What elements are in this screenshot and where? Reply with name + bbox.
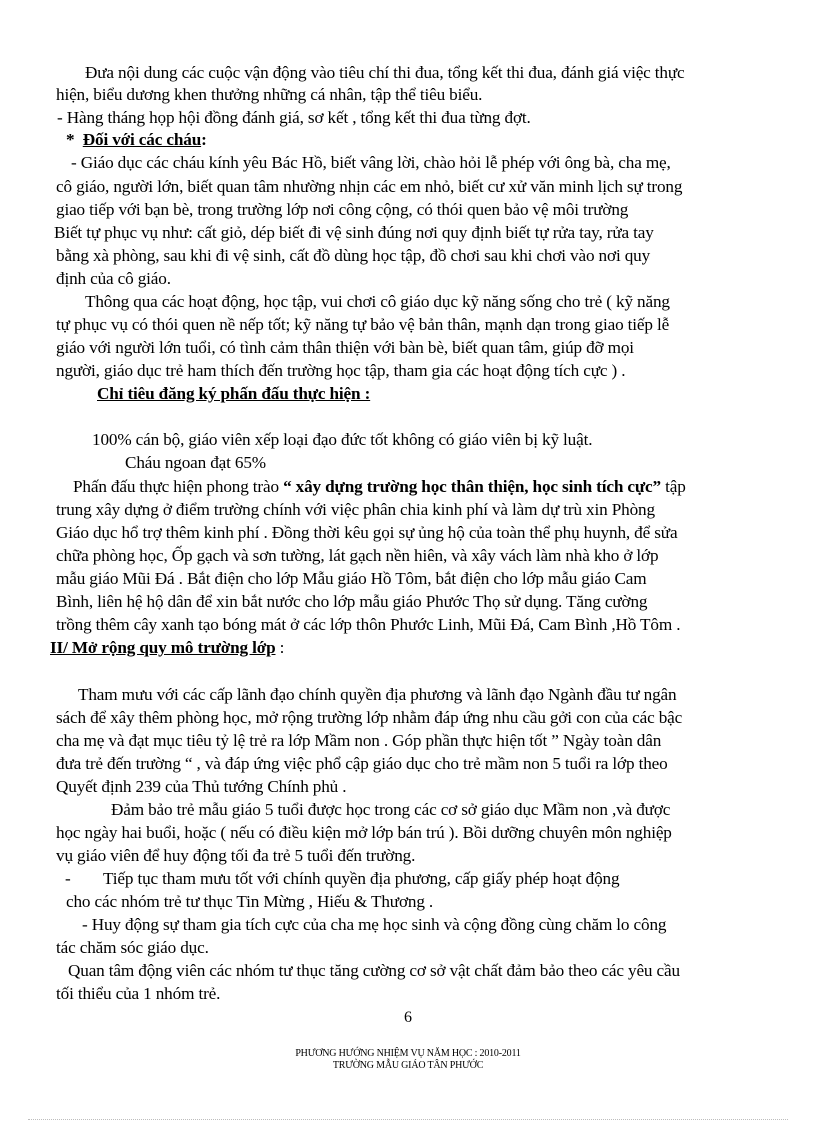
paragraph-line: vụ giáo viên để huy động tối đa trẻ 5 tuổi đến trường. xyxy=(56,846,416,865)
section-heading-expansion xyxy=(50,637,284,659)
paragraph-line: Giáo dục hổ trợ thêm kinh phí . Đồng thời kêu gọi sự ủng hộ của toàn thể phụ huynh, để sửa xyxy=(56,523,678,542)
paragraph-line: hiện, biểu dương khen thưởng những cá nhân, tập thể tiêu biểu. xyxy=(56,85,483,104)
text-run: tập xyxy=(665,477,686,496)
paragraph-line: Quyết định 239 của Thủ tướng Chính phủ . xyxy=(56,777,347,796)
paragraph-line: 100% cán bộ, giáo viên xếp loại đạo đức tốt không có giáo viên bị kỹ luật. xyxy=(92,430,593,449)
text-run: Phấn đấu thực hiện phong trào xyxy=(73,477,279,496)
paragraph-line: tối thiểu của 1 nhóm trẻ. xyxy=(56,984,221,1003)
paragraph-line: - Hàng tháng họp hội đồng đánh giá, sơ kết , tổng kết thi đua từng đợt. xyxy=(57,108,531,127)
paragraph-line: Biết tự phục vụ như: cất giỏ, dép biết đi vệ sinh đúng nơi quy định biết tự rửa tay, rửa tay xyxy=(54,223,654,242)
paragraph-line: chữa phòng học, Ốp gạch và sơn tường, lát gạch nền hiên, và xây vách làm nhà kho ở lớp xyxy=(56,546,659,565)
footer-plan-title: PHƯƠNG HƯỚNG NHIỆM VỤ NĂM HỌC : 2010-2011 xyxy=(295,1048,521,1059)
paragraph-line: sách để xây thêm phòng học, mở rộng trường lớp nhằm đáp ứng nhu cầu gởi con của các bậc xyxy=(56,708,683,727)
paragraph-line: giao tiếp với bạn bè, trong trường lớp nơi công cộng, có thói quen bảo vệ môi trường xyxy=(56,200,629,219)
heading-text: Đối với các cháu xyxy=(82,130,202,149)
paragraph-line: - Huy động sự tham gia tích cực của cha mẹ học sinh và cộng đồng cùng chăm lo công xyxy=(82,915,667,934)
paragraph-line: Quan tâm động viên các nhóm tư thục tăng cường cơ sở vật chất đảm bảo theo các yêu cầu xyxy=(68,961,680,980)
paragraph-line: Cháu ngoan đạt 65% xyxy=(125,453,266,472)
paragraph-line: tác chăm sóc giáo dục. xyxy=(56,938,209,957)
paragraph-line xyxy=(73,476,686,498)
paragraph-line: cha mẹ và đạt mục tiêu tỷ lệ trẻ ra lớp Mầm non . Góp phần thực hiện tốt ” Ngày toàn dân xyxy=(56,731,662,750)
heading-colon: : xyxy=(201,130,207,149)
heading-colon: : xyxy=(275,638,285,657)
paragraph-line: Đảm bảo trẻ mẫu giáo 5 tuổi được học trong các cơ sở giáo dục Mầm non ,và được xyxy=(111,800,671,819)
campaign-name: “ xây dựng trường học thân thiện, học sinh tích cực” xyxy=(283,477,661,496)
paragraph-line: học ngày hai buổi, hoặc ( nếu có điều kiện mở lớp bán trú ). Bồi dưỡng chuyên môn nghiệp xyxy=(56,823,672,842)
bullet-star: * xyxy=(66,130,75,149)
list-dash: - xyxy=(65,869,71,888)
paragraph-line: định của cô giáo. xyxy=(56,269,171,288)
paragraph-line: Thông qua các hoạt động, học tập, vui chơi cô giáo dục kỹ năng sống cho trẻ ( kỹ năng xyxy=(85,292,670,311)
page-number: 6 xyxy=(404,1009,412,1026)
paragraph-line: Tiếp tục tham mưu tốt với chính quyền địa phương, cấp giấy phép hoạt động xyxy=(103,869,620,888)
paragraph-line: mẫu giáo Mũi Đá . Bắt điện cho lớp Mẫu giáo Hồ Tôm, bắt điện cho lớp mẫu giáo Cam xyxy=(56,569,647,588)
paragraph-line: tự phục vụ có thói quen nề nếp tốt; kỹ năng tự bảo vệ bản thân, mạnh dạn trong giao tiếp lễ xyxy=(56,315,670,334)
paragraph-line: - Giáo dục các cháu kính yêu Bác Hồ, biết vâng lời, chào hỏi lễ phép với ông bà, cha mẹ, xyxy=(71,153,671,172)
section-heading-targets: Chỉ tiêu đăng ký phấn đấu thực hiện : xyxy=(97,384,371,403)
paragraph-line: đưa trẻ đến trường “ , và đáp ứng việc phổ cập giáo dục cho trẻ mầm non 5 tuổi ra lớp theo xyxy=(56,754,668,773)
paragraph-line: Bình, liên hệ hộ dân để xin bắt nước cho lớp mẫu giáo Phước Thọ sử dụng. Tăng cường xyxy=(56,592,648,611)
footer-school-name: TRƯỜNG MẪU GIÁO TÂN PHƯỚC xyxy=(332,1060,484,1071)
paragraph-line: người, giáo dục trẻ ham thích đến trường học tập, tham gia các hoạt động tích cực ) . xyxy=(56,361,626,380)
paragraph-line: trung xây dựng ở điểm trường chính với việc phân chia kinh phí và làm dự trù xin Phòng xyxy=(56,500,655,519)
paragraph-line: Đưa nội dung các cuộc vận động vào tiêu chí thi đua, tổng kết thi đua, đánh giá việc thực xyxy=(85,63,685,82)
paragraph-line: cô giáo, người lớn, biết quan tâm nhường nhịn các em nhỏ, biết cư xử văn minh lịch sự trong xyxy=(56,177,683,196)
paragraph-line: bằng xà phòng, sau khi đi vệ sinh, cất đồ dùng học tập, đồ chơi sau khi chơi vào nơi quy xyxy=(56,246,651,265)
paragraph-line: Tham mưu với các cấp lãnh đạo chính quyền địa phương và lãnh đạo Ngành đầu tư ngân xyxy=(78,685,677,704)
page-bottom-divider xyxy=(28,1119,788,1120)
paragraph-line: cho các nhóm trẻ tư thục Tin Mừng , Hiếu & Thương . xyxy=(66,892,434,911)
heading-text: II/ Mở rộng quy mô trường lớp xyxy=(50,638,276,657)
paragraph-line: giáo với người lớn tuổi, có tình cảm thân thiện với bàn bè, biết quan tâm, giúp đỡ mọi xyxy=(56,338,634,357)
section-heading-children xyxy=(66,129,207,151)
paragraph-line: trồng thêm cây xanh tạo bóng mát ở các lớp thôn Phước Linh, Mũi Đá, Cam Bình ,Hồ Tôm . xyxy=(56,615,681,634)
